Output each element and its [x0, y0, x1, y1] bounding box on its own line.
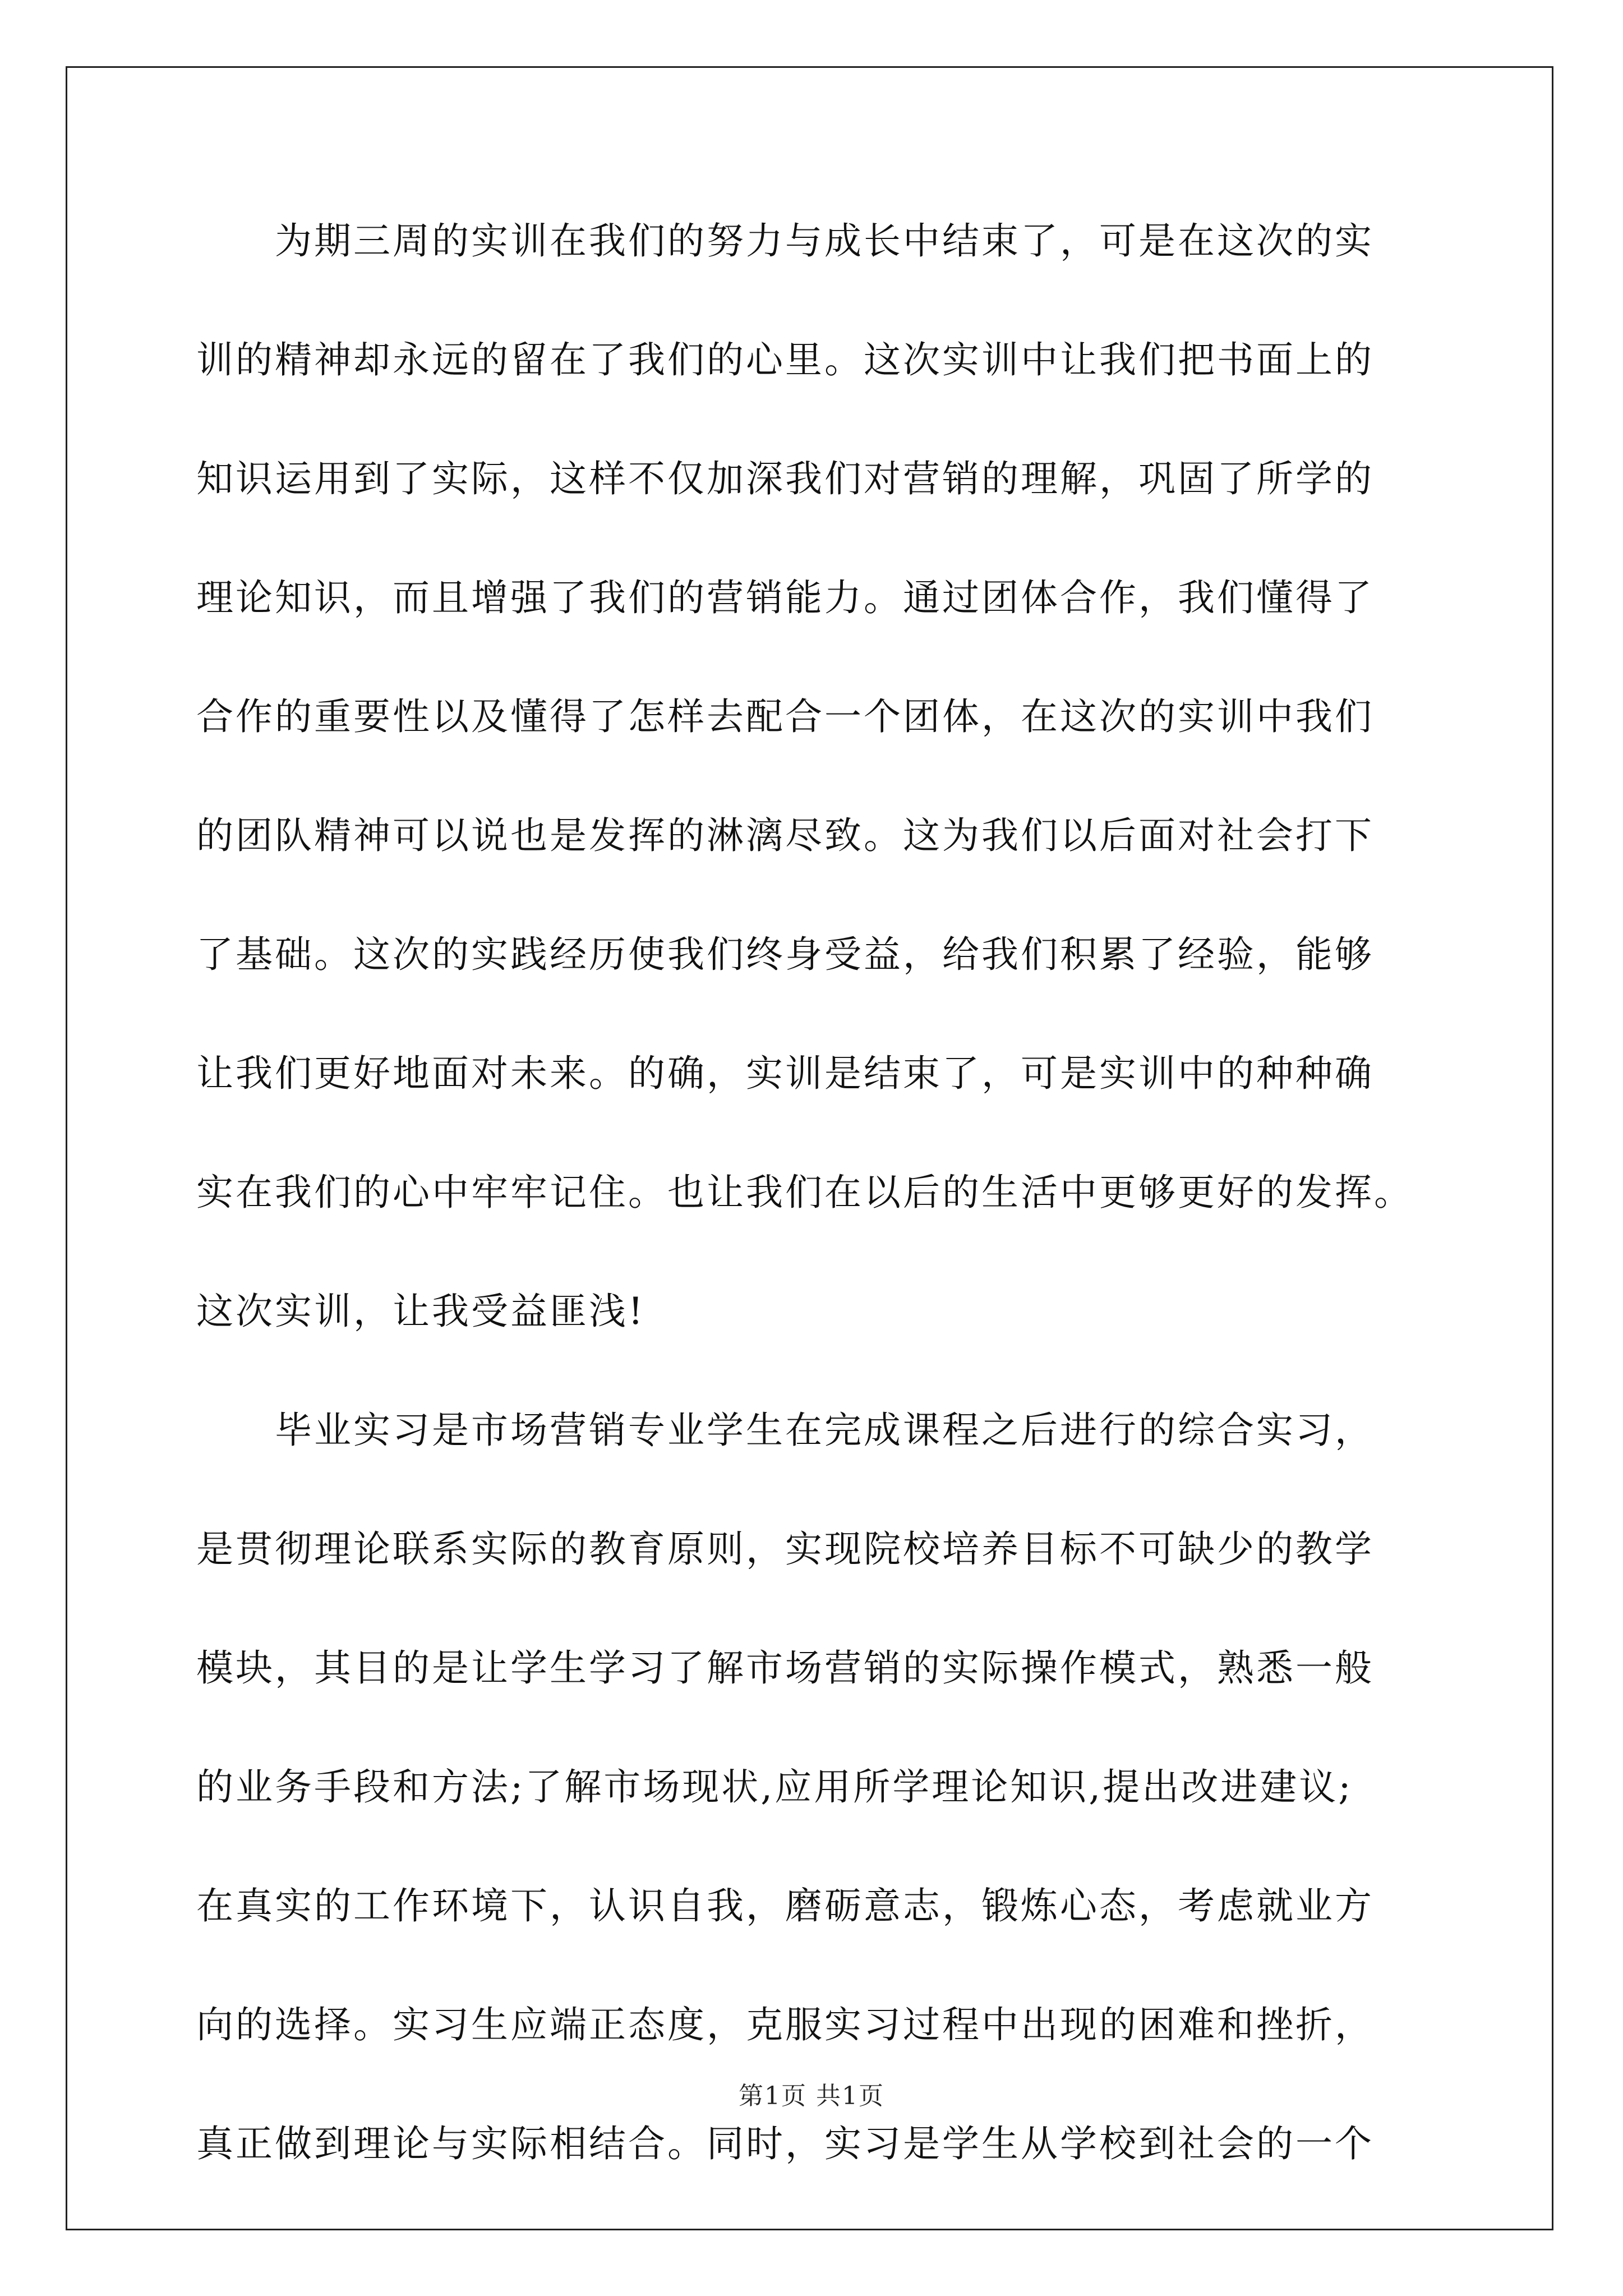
page-number-footer: 第1页 共1页	[739, 2082, 884, 2110]
text-line: 的业务手段和方法;了解市场现状,应用所学理论知识,提出改进建议;	[196, 1765, 1353, 1809]
text-line: 的团队精神可以说也是发挥的淋漓尽致。这为我们以后面对社会打下	[196, 814, 1374, 857]
text-line: 向的选择。实习生应端正态度，克服实习过程中出现的困难和挫折，	[196, 2003, 1374, 2046]
text-line: 训的精神却永远的留在了我们的心里。这次实训中让我们把书面上的	[196, 338, 1374, 381]
text-line: 理论知识，而且增强了我们的营销能力。通过团体合作，我们懂得了	[196, 576, 1374, 619]
text-line: 模块，其目的是让学生学习了解市场营销的实际操作模式，熟悉一般	[196, 1646, 1374, 1690]
text-line: 是贯彻理论联系实际的教育原则，实现院校培养目标不可缺少的教学	[196, 1527, 1374, 1571]
text-line: 为期三周的实训在我们的努力与成长中结束了，可是在这次的实	[196, 219, 1374, 263]
text-line: 了基础。这次的实践经历使我们终身受益，给我们积累了经验，能够	[196, 933, 1374, 976]
text-line: 合作的重要性以及懂得了怎样去配合一个团体，在这次的实训中我们	[196, 695, 1374, 738]
text-line: 知识运用到了实际，这样不仅加深我们对营销的理解，巩固了所学的	[196, 457, 1374, 500]
text-line: 真正做到理论与实际相结合。同时，实习是学生从学校到社会的一个	[196, 2122, 1374, 2165]
text-line: 毕业实习是市场营销专业学生在完成课程之后进行的综合实习，	[196, 1409, 1374, 1452]
text-line: 在真实的工作环境下，认识自我，磨砺意志，锻炼心态，考虑就业方	[196, 1884, 1374, 1927]
text-line: 实在我们的心中牢牢记住。也让我们在以后的生活中更够更好的发挥。	[196, 1171, 1413, 1214]
text-line: 这次实训，让我受益匪浅!	[196, 1290, 645, 1333]
text-line: 让我们更好地面对未来。的确，实训是结束了，可是实训中的种种确	[196, 1052, 1374, 1095]
